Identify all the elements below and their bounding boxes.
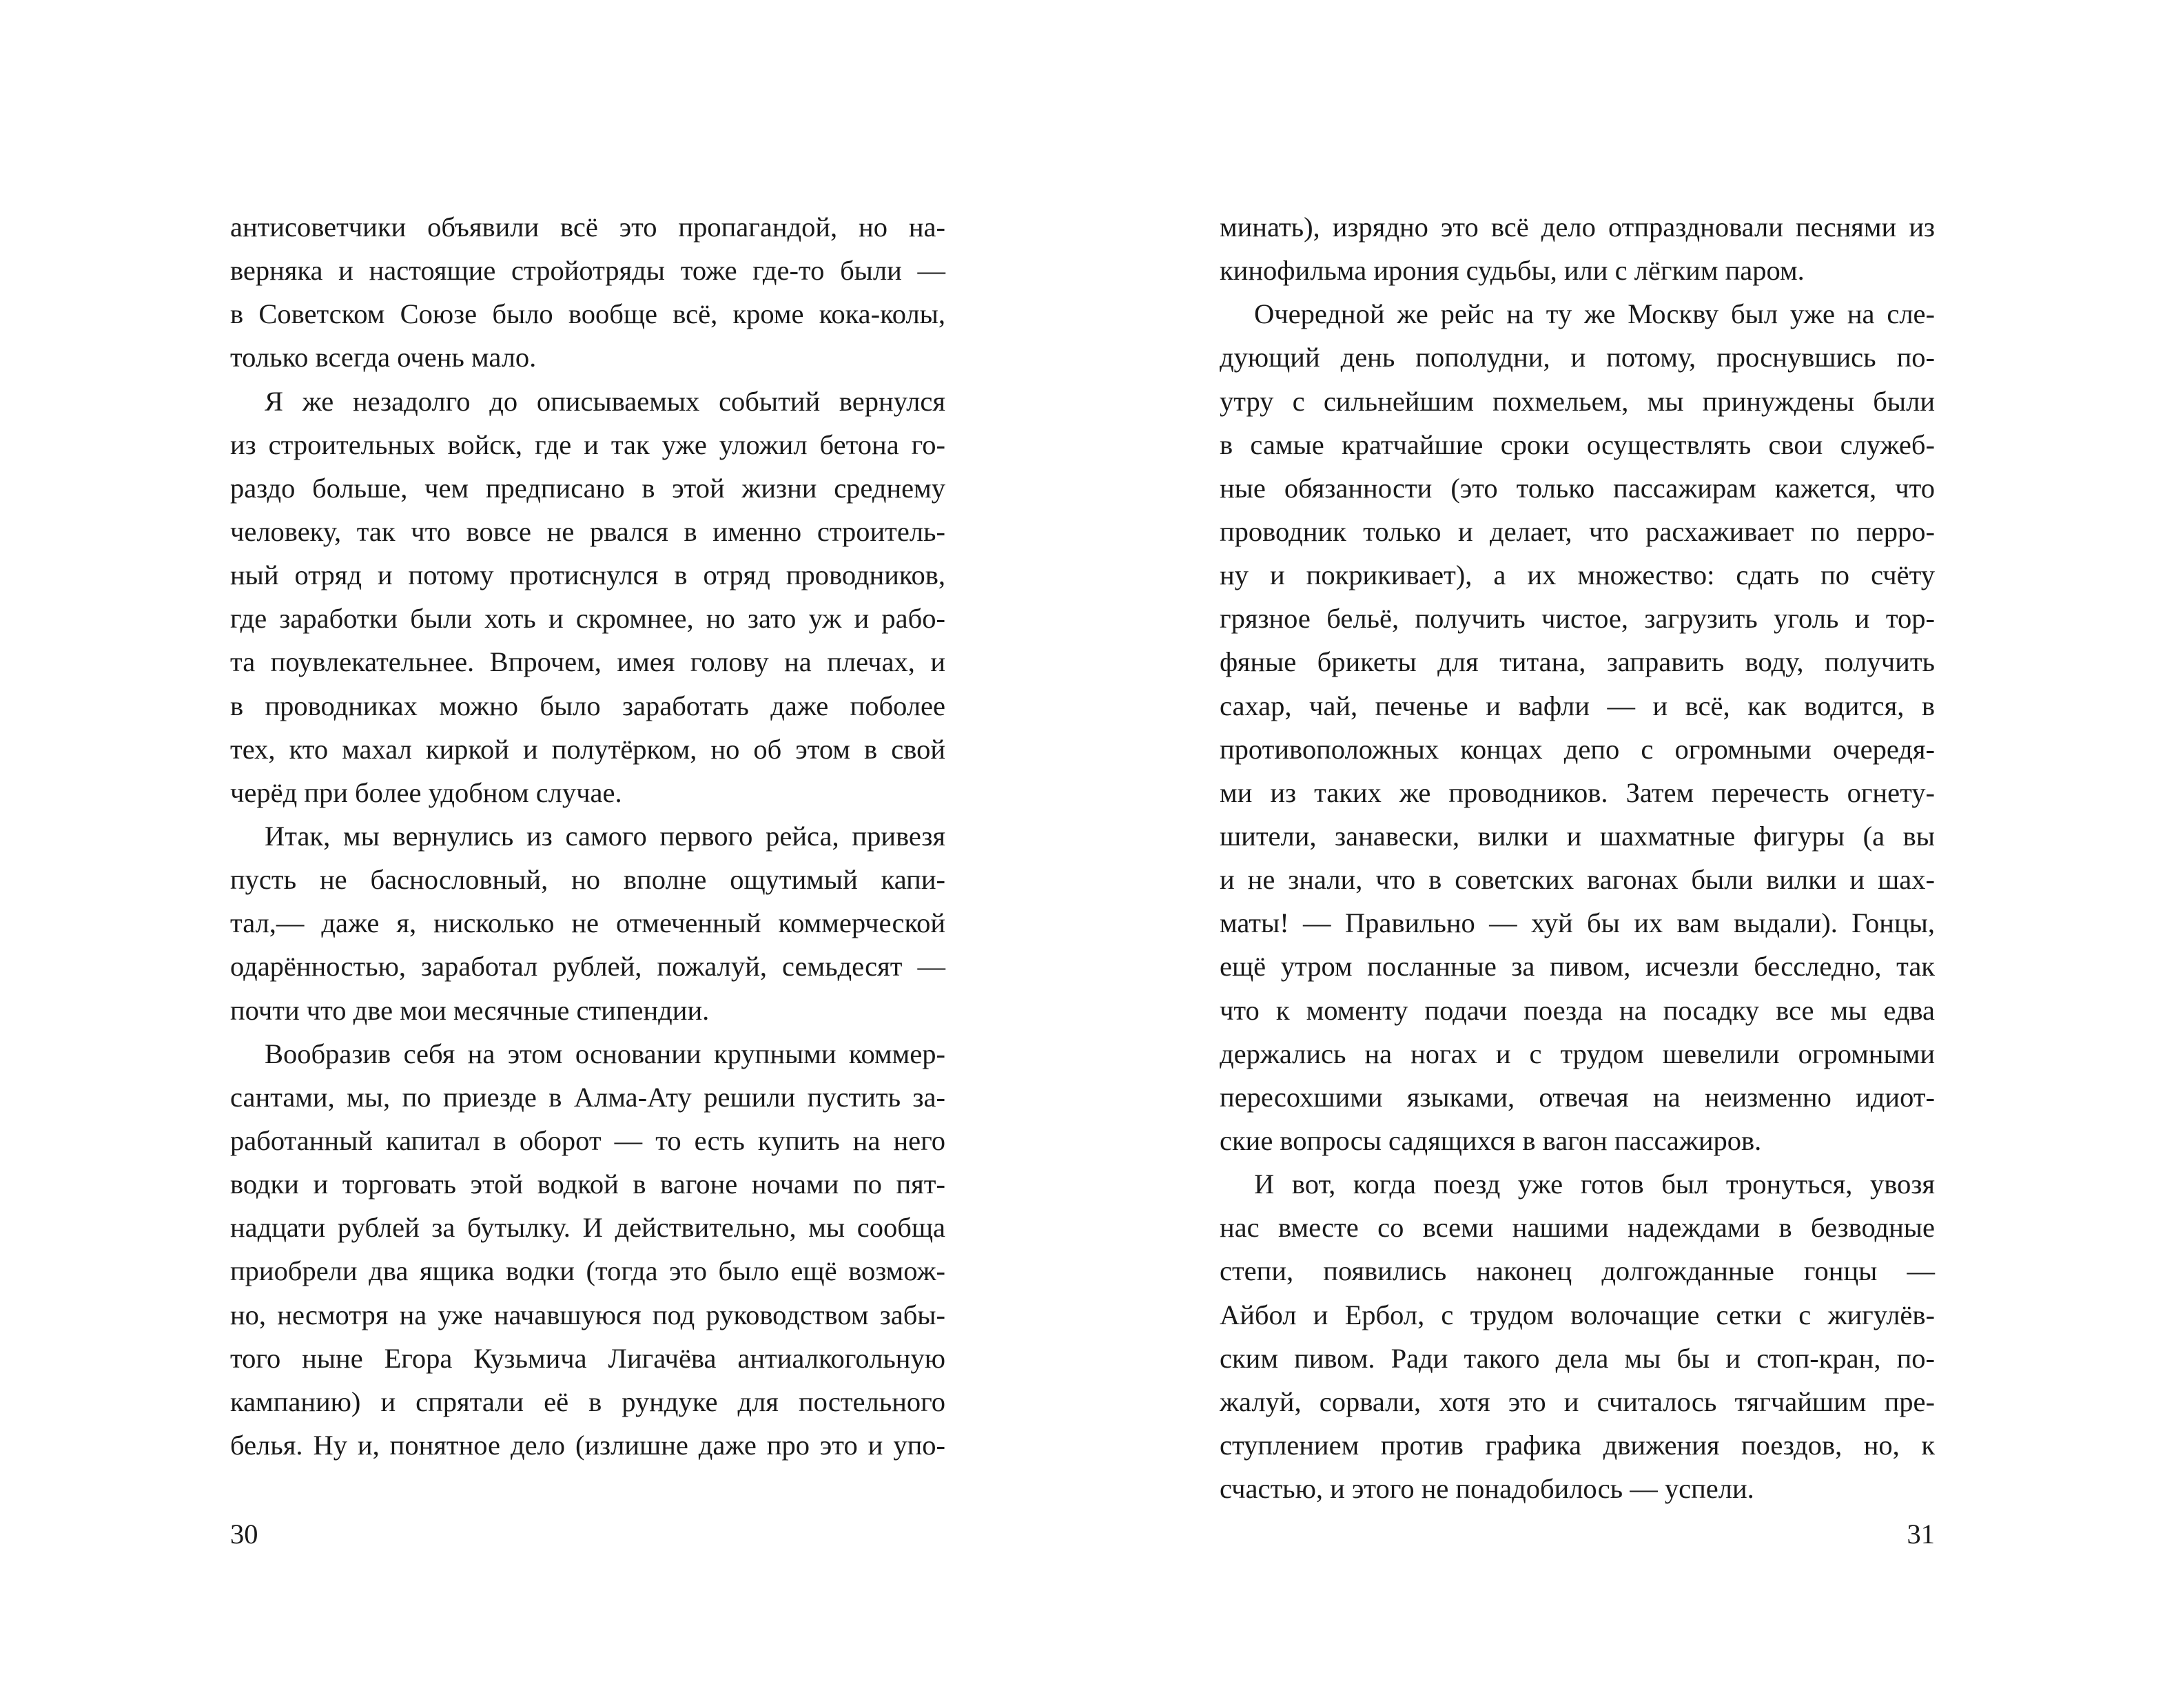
text-line: одарённостью, заработал рублей, пожалуй, семьдесят — [230, 951, 945, 982]
text-line: только всегда очень мало. [230, 342, 537, 373]
text-line: из строительных войск, где и так уже уложил бетона го- [230, 429, 945, 460]
text-line: противоположных концах депо с огромными очередя- [1220, 733, 1935, 765]
text-line: тал,— даже я, нисколько не отмеченный коммерческой [230, 907, 945, 939]
text-line: но, несмотря на уже начавшуюся под руководством забы- [230, 1299, 945, 1330]
text-line: проводник только и делает, что расхаживает по перро- [1220, 515, 1935, 547]
text-line: утру с сильнейшим похмельем, мы принуждены были [1220, 385, 1935, 417]
text-line: сантами, мы, по приезде в Алма-Ату решили пустить за- [230, 1081, 945, 1113]
text-line: ским пивом. Ради такого дела мы бы и стоп-кран, по- [1220, 1342, 1935, 1374]
text-line: степи, появились наконец долгожданные гонцы — [1220, 1255, 1935, 1287]
text-line: кампанию) и спрятали её в рундуке для постельного [230, 1386, 945, 1417]
text-line: антисоветчики объявили всё это пропагандой, но на- [230, 212, 945, 243]
text-line: где заработки были хоть и скромнее, но зато уж и рабо- [230, 603, 945, 635]
text-line: надцати рублей за бутылку. И действительно, мы сообща [230, 1212, 945, 1244]
text-line: сахар, чай, печенье и вафли — и всё, как водится, в [1220, 690, 1935, 721]
text-line: маты! — Правильно — хуй бы их вам выдали). Гонцы, [1220, 907, 1935, 939]
text-line: и не знали, что в советских вагонах были вилки и шах- [1220, 864, 1935, 896]
text-line: водки и торговать этой водкой в вагоне ночами по пят- [230, 1169, 945, 1200]
text-line: ми из таких же проводников. Затем перечесть огнету- [1220, 776, 1935, 808]
text-line: та поувлекательнее. Впрочем, имея голову на плечах, и [230, 646, 945, 678]
text-line: нас вместе со всеми нашими надеждами в безводные [1220, 1212, 1935, 1244]
text-line: раздо больше, чем предписано в этой жизни среднему [230, 472, 945, 504]
text-line: дующий день пополудни, и потому, проснувшись по- [1220, 342, 1935, 373]
text-line: работанный капитал в оборот — то есть купить на него [230, 1124, 945, 1156]
text-line: Вообразив себя на этом основании крупными коммер- [265, 1038, 945, 1069]
text-line: ступлением против графика движения поездов, но, к [1220, 1429, 1935, 1461]
text-line: в проводниках можно было заработать даже поболее [230, 690, 945, 721]
text-line: белья. Ну и, понятное дело (излишне даже про это и упо- [230, 1429, 945, 1461]
text-line: верняка и настоящие стройотряды тоже где-то были — [230, 255, 945, 287]
text-line: счастью, и этого не понадобилось — успели. [1220, 1473, 1754, 1505]
text-line: шители, занавески, вилки и шахматные фигуры (а вы [1220, 820, 1935, 852]
right-page-text [1220, 205, 1935, 1510]
left-page-text [230, 205, 945, 1467]
text-line: Итак, мы вернулись из самого первого рейса, привезя [265, 820, 945, 852]
text-line: в самые кратчайшие сроки осуществлять свои служеб- [1220, 429, 1935, 460]
text-line: ские вопросы садящихся в вагон пассажиров. [1220, 1124, 1762, 1156]
text-line: минать), изрядно это всё дело отпраздновали песнями из [1220, 212, 1935, 243]
text-line: грязное бельё, получить чистое, загрузить уголь и тор- [1220, 603, 1935, 635]
text-line: жалуй, сорвали, хотя это и считалось тягчайшим пре- [1220, 1386, 1935, 1417]
text-line: пусть не баснословный, но вполне ощутимый капи- [230, 864, 945, 896]
text-line: приобрели два ящика водки (тогда это было ещё возмож- [230, 1255, 945, 1287]
text-line: человеку, так что вовсе не рвался в именно строитель- [230, 515, 945, 547]
page-number-right: 31 [1907, 1519, 1935, 1550]
text-line: И вот, когда поезд уже готов был тронуться, увозя [1254, 1169, 1935, 1200]
text-line: тех, кто махал киркой и полутёрком, но об этом в свой [230, 733, 945, 765]
text-line: фяные брикеты для титана, заправить воду, получить [1220, 646, 1935, 678]
text-line: ный отряд и потому протиснулся в отряд проводников, [230, 559, 945, 591]
text-line: Очередной же рейс на ту же Москву был уже на сле- [1254, 298, 1935, 330]
text-line: черёд при более удобном случае. [230, 776, 622, 808]
text-line: Айбол и Ербол, с трудом волочащие сетки с жигулёв- [1220, 1299, 1935, 1330]
text-line: кинофильма ирония судьбы, или с лёгким паром. [1220, 255, 1805, 287]
text-line: ные обязанности (это только пассажирам кажется, что [1220, 472, 1935, 504]
text-line: в Советском Союзе было вообще всё, кроме кока-колы, [230, 298, 945, 330]
text-line: что к моменту подачи поезда на посадку все мы едва [1220, 994, 1935, 1026]
text-line: ну и покрикивает), а их множество: сдать по счёту [1220, 559, 1935, 591]
text-line: пересохшими языками, отвечая на неизменно идиот- [1220, 1081, 1935, 1113]
text-line: того ныне Егора Кузьмича Лигачёва антиалкогольную [230, 1342, 945, 1374]
text-line: ещё утром посланные за пивом, исчезли бесследно, так [1220, 951, 1935, 982]
text-line: почти что две мои месячные стипендии. [230, 994, 710, 1026]
text-line: держались на ногах и с трудом шевелили огромными [1220, 1038, 1935, 1069]
text-line: Я же незадолго до описываемых событий вернулся [265, 385, 945, 417]
page-number-left: 30 [230, 1519, 258, 1550]
